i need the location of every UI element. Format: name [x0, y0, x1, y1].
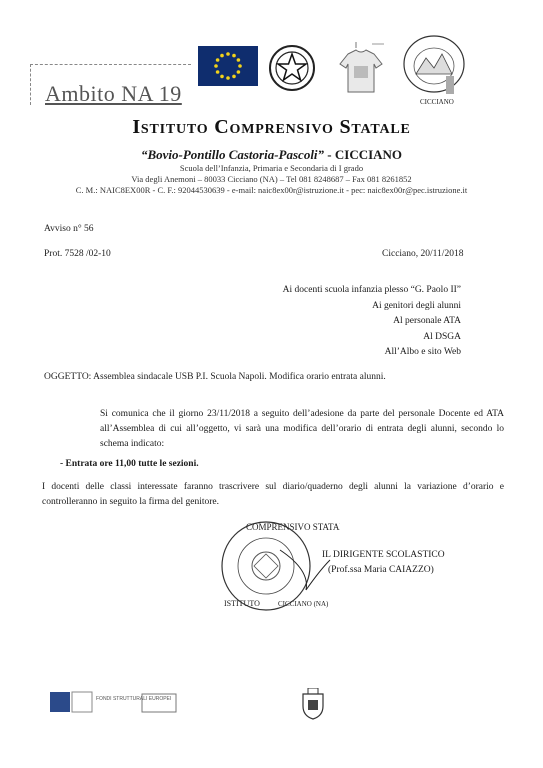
main-paragraph-text: Si comunica che il giorno 23/11/2018 a seguito dell’adesione da parte del personale Docente ed ATA all’Assemblea di cui all’oggetto, vi sarà una modifica dell’orario di entrata degli alunni, secondo lo schema indicato: [100, 409, 504, 449]
eu-flag-logo [198, 46, 258, 86]
institute-subtitle [0, 147, 543, 163]
ambito-box [30, 64, 191, 105]
seal-city-text: CICCIANO [420, 98, 454, 106]
school-shirt-logo [332, 40, 390, 100]
avviso-number: Avviso n° 56 [44, 224, 94, 234]
stamp-text-bottom: ISTITUTO [224, 599, 260, 608]
institute-title: Istituto Comprensivo Statale [132, 116, 411, 138]
protocol-number: Prot. 7528 /02-10 [44, 249, 111, 259]
signature-block [322, 548, 445, 578]
ambito-label: Ambito NA 19 [45, 81, 182, 106]
pon-eu-funds-logo [50, 690, 180, 716]
recipient-item: Ai genitori degli alunni [372, 300, 461, 311]
subject-line: OGGETTO: Assemblea sindacale USB P.I. Scuola Napoli. Modifica orario entrata alunni. [44, 372, 386, 382]
recipient-item: All’Albo e sito Web [384, 347, 461, 357]
pon-text: FONDI STRUTTURALI EUROPEI [96, 696, 172, 702]
recipient-item: Ai docenti scuola infanzia plesso “G. Paolo II” [282, 285, 461, 295]
signature-name: (Prof.ssa Maria CAIAZZO) [328, 565, 434, 575]
second-paragraph: I docenti delle classi interessate faranno trascrivere sul diario/quaderno degli alunni la variazione d’orario e controlleranno in seguito la firma del genitore. [42, 482, 504, 507]
recipient-item: Al DSGA [423, 331, 461, 342]
school-seal-logo [398, 28, 470, 110]
institute-city: - CICCIANO [324, 147, 403, 162]
school-type-line: Scuola dell’Infanzia, Primaria e Secondaria di I grado [179, 163, 364, 173]
address-line: Via degli Anemoni – 80033 Cicciano (NA) – Tel 081 8248687 – Fax 081 8261852 [131, 174, 412, 184]
recipients-list [283, 283, 461, 361]
recipient-item: Al personale ATA [393, 316, 461, 326]
municipality-crest-logo [300, 688, 326, 720]
institute-name-italic: “Bovio-Pontillo Castoria-Pascoli” [140, 147, 325, 162]
stamp-text-city: CICCIANO (NA) [278, 600, 329, 608]
entry-time-bullet: - Entrata ore 11,00 tutte le sezioni. [60, 459, 199, 469]
place-date: Cicciano, 20/11/2018 [382, 249, 464, 259]
school-stamp [210, 510, 340, 620]
stamp-text-top: COMPRENSIVO STATALE [246, 522, 340, 532]
italian-emblem-logo [268, 44, 316, 92]
main-paragraph [42, 407, 504, 452]
signature-role: IL DIRIGENTE SCOLASTICO [322, 550, 445, 560]
codes-line: C. M.: NAIC8EX00R - C. F.: 92044530639 - e-mail: naic8ex00r@istruzione.it - pec: naic8ex00r@pec.istruzione.it [75, 185, 468, 195]
